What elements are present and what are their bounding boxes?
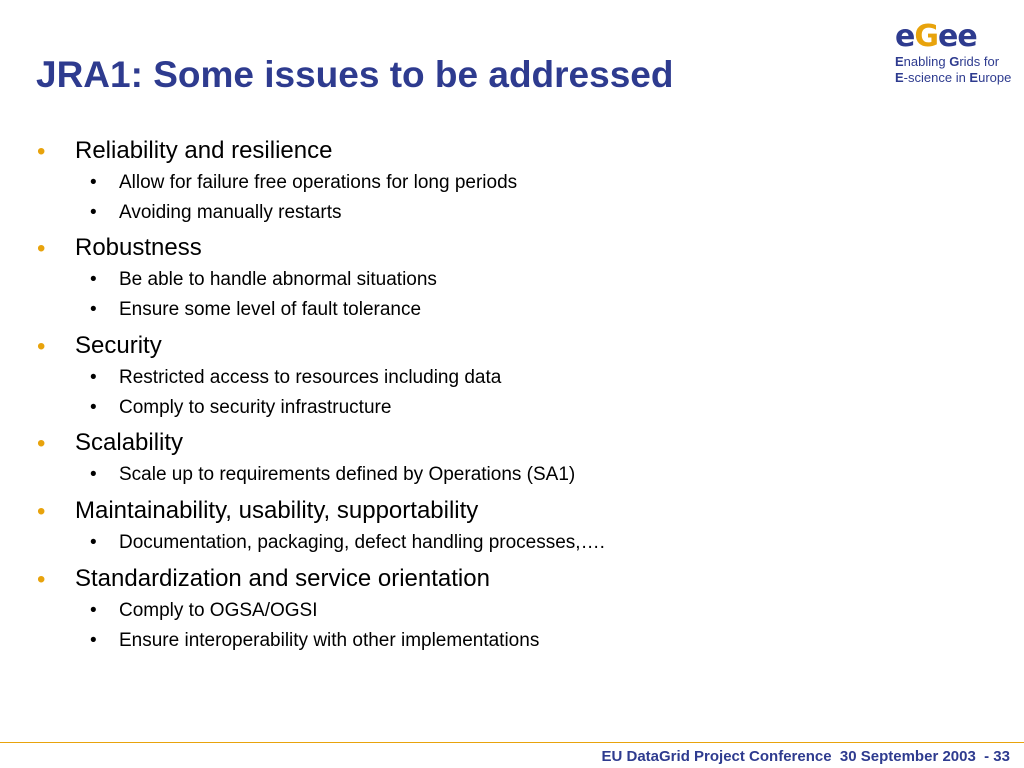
bullet-item: Robustness [75, 234, 202, 261]
sub-bullet-item: Scale up to requirements defined by Operations (SA1) [119, 464, 576, 485]
bullet-marker: • [37, 566, 46, 593]
sub-bullet-marker: • [90, 600, 97, 621]
sub-bullet-item: Documentation, packaging, defect handling processes,…. [119, 532, 605, 553]
footer-divider [0, 742, 1024, 743]
bullet-item: Scalability [75, 429, 184, 456]
bullet-marker: • [37, 235, 46, 262]
sub-bullet-marker: • [90, 532, 97, 553]
sub-bullet-marker: • [90, 367, 97, 388]
sub-bullet-marker: • [90, 269, 97, 290]
sub-bullet-marker: • [90, 299, 97, 320]
sub-bullet-item: Restricted access to resources including data [119, 367, 502, 388]
egee-logo [895, 19, 1013, 92]
sub-bullet-item: Avoiding manually restarts [119, 202, 342, 223]
bullet-item: Security [75, 332, 162, 359]
logo-tagline-2: E-science in Europe [895, 70, 1012, 85]
sub-bullet-marker: • [90, 630, 97, 651]
sub-bullet-item: Be able to handle abnormal situations [119, 269, 437, 290]
sub-bullet-item: Comply to OGSA/OGSI [119, 600, 318, 621]
bullet-marker: • [37, 138, 46, 165]
bullet-item: Maintainability, usability, supportability [75, 497, 479, 524]
bullet-marker: • [37, 430, 46, 457]
sub-bullet-item: Allow for failure free operations for long periods [119, 172, 518, 193]
bullet-marker: • [37, 498, 46, 525]
sub-bullet-marker: • [90, 202, 97, 223]
logo-tagline-1: Enabling Grids for [895, 54, 1000, 69]
sub-bullet-marker: • [90, 172, 97, 193]
bullet-item: Reliability and resilience [75, 137, 333, 164]
egee-logo-mark: eGee [895, 19, 977, 54]
slide-footer: EU DataGrid Project Conference 30 September 2003 - 33 [601, 748, 1010, 765]
sub-bullet-marker: • [90, 397, 97, 418]
sub-bullet-item: Ensure some level of fault tolerance [119, 299, 422, 320]
sub-bullet-item: Comply to security infrastructure [119, 397, 392, 418]
bullet-marker: • [37, 333, 46, 360]
bullet-item: Standardization and service orientation [75, 565, 490, 592]
sub-bullet-item: Ensure interoperability with other implementations [119, 630, 540, 651]
sub-bullet-marker: • [90, 464, 97, 485]
slide-title: JRA1: Some issues to be addressed [36, 54, 674, 95]
